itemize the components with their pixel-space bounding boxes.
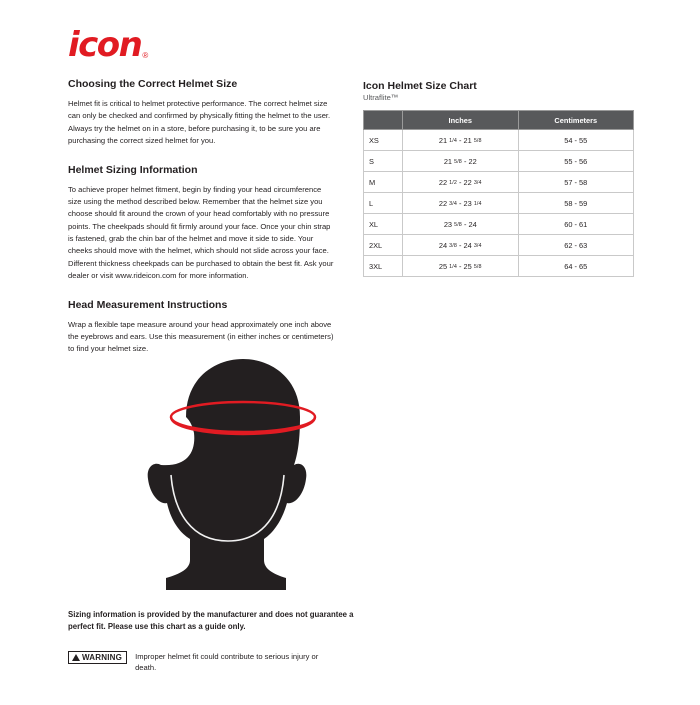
cell-size: XS xyxy=(364,130,403,151)
head-measurement-instructions-text: Wrap a flexible tape measure around your head approximately one inch above the eyebrows and ears. Use this measurement (in either inches or centimeters) to find your helmet size. xyxy=(68,319,334,354)
cell-centimeters: 64 - 65 xyxy=(518,256,634,277)
choosing-correct-helmet-size-text: Helmet fit is critical to helmet protective performance. The correct helmet size can only be checked and confirmed by physically fitting the helmet to the user. Always try the helmet on in a store, before purchasing it, to be sure you are purchasing the correct sized helmet for you. xyxy=(68,99,331,146)
column-header-centimeters: Centimeters xyxy=(518,111,634,130)
table-header-row xyxy=(364,111,634,130)
column-header-size xyxy=(364,111,403,130)
helmet-size-table xyxy=(363,110,634,277)
table-row xyxy=(364,235,634,256)
helmet-sizing-information-heading: Helmet Sizing Information xyxy=(68,163,198,176)
size-chart-subtitle: Ultraflite™ xyxy=(363,93,399,102)
head-measurement-instructions-heading: Head Measurement Instructions xyxy=(68,298,228,311)
cell-centimeters: 62 - 63 xyxy=(518,235,634,256)
warning-description-text: Improper helmet fit could contribute to serious injury or death. xyxy=(135,652,319,673)
helmet-sizing-information-text: To achieve proper helmet fitment, begin by finding your head circumference size using the method described below. Remember that the helmet size you choose should fit around the crown of your head comfortably with no pressure points. The cheekpads should fit firmly around your face. Once your chin strap is fastened, grab the chin bar of the helmet and move it side to side. Your cheeks should move with the helmet, which should not slide across your face. Different thickness cheekpads can be purchased to obtain the best fit. Ask your dealer or visit www.rideicon.com for more information. xyxy=(68,184,334,281)
logo-wordmark: icon xyxy=(68,25,142,65)
choosing-correct-helmet-size-heading: Choosing the Correct Helmet Size xyxy=(68,78,238,90)
cell-centimeters: 60 - 61 xyxy=(518,214,634,235)
table-body xyxy=(364,130,634,277)
cell-size: 3XL xyxy=(364,256,403,277)
head-measurement-illustration xyxy=(68,355,398,605)
icon-brand-logo xyxy=(68,25,149,65)
column-header-inches: Inches xyxy=(403,111,519,130)
cell-size: M xyxy=(364,172,403,193)
cell-centimeters: 57 - 58 xyxy=(518,172,634,193)
cell-size: XL xyxy=(364,214,403,235)
sizing-disclaimer-text: Sizing information is provided by the manufacturer and does not guarantee a perfect fit. Please use this chart as a guide only. xyxy=(68,610,354,631)
cell-size: L xyxy=(364,193,403,214)
table-head xyxy=(364,111,634,130)
size-chart-column xyxy=(363,80,634,277)
cell-centimeters: 55 - 56 xyxy=(518,151,634,172)
cell-inches: 22 $^{3/4}$ - 23 $^{1/4}$ xyxy=(403,193,519,214)
cell-inches: 24 $^{3/8}$ - 24 $^{3/4}$ xyxy=(403,235,519,256)
head-silhouette xyxy=(148,359,307,590)
table-row xyxy=(364,151,634,172)
left-content-column xyxy=(68,78,334,372)
cell-inches: 21 $^{1/4}$ - 21 $^{5/8}$ xyxy=(403,130,519,151)
warning-triangle-icon xyxy=(72,654,80,661)
cell-centimeters: 54 - 55 xyxy=(518,130,634,151)
table-row xyxy=(364,172,634,193)
cell-size: S xyxy=(364,151,403,172)
table-row xyxy=(364,130,634,151)
registered-trademark-icon: ® xyxy=(142,51,149,60)
cell-inches: 22 $^{1/2}$ - 22 $^{3/4}$ xyxy=(403,172,519,193)
cell-centimeters: 58 - 59 xyxy=(518,193,634,214)
table-row xyxy=(364,193,634,214)
table-row xyxy=(364,256,634,277)
size-chart-heading: Icon Helmet Size Chart xyxy=(363,80,477,92)
warning-badge-label: WARNING xyxy=(82,653,123,662)
warning-row xyxy=(68,651,368,674)
head-diagram-svg xyxy=(68,355,398,605)
cell-size: 2XL xyxy=(364,235,403,256)
cell-inches: 25 $^{1/4}$ - 25 $^{5/8}$ xyxy=(403,256,519,277)
table-row xyxy=(364,214,634,235)
warning-badge xyxy=(68,651,127,664)
cell-inches: 23 $^{5/8}$ - 24 xyxy=(403,214,519,235)
cell-inches: 21 $^{5/8}$ - 22 xyxy=(403,151,519,172)
